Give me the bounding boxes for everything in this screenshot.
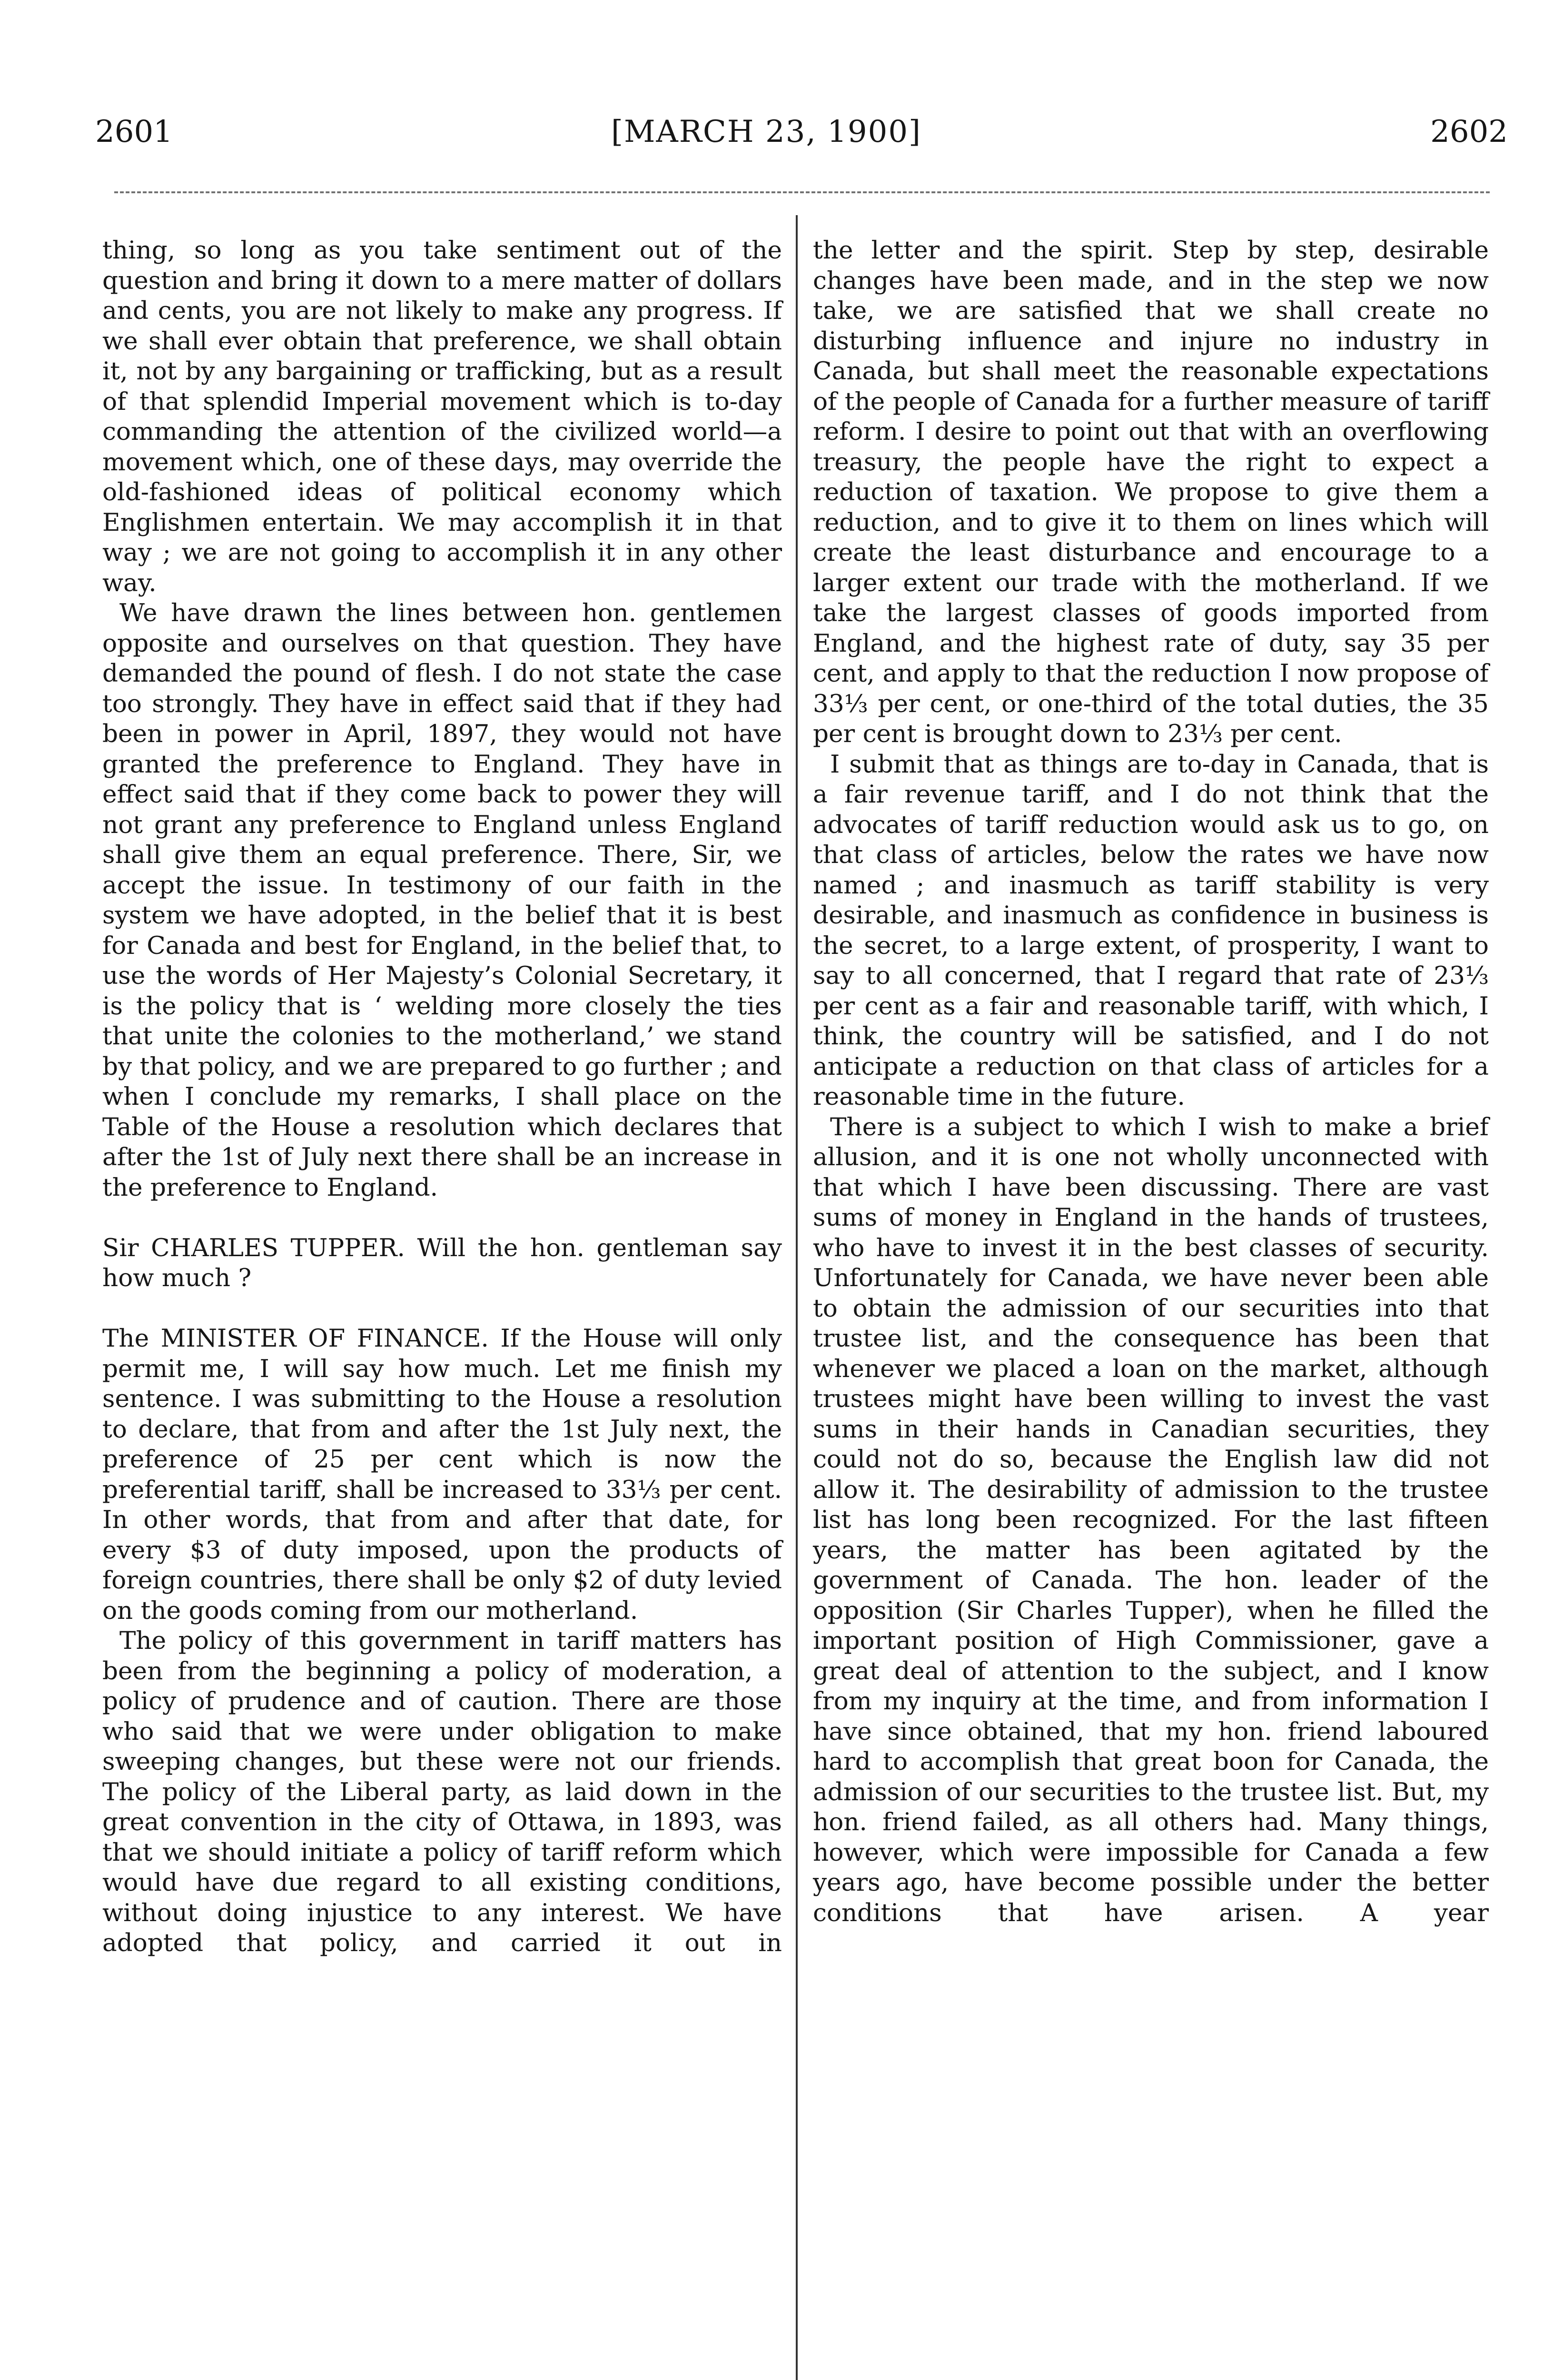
page-number-right: 2602	[1430, 114, 1508, 149]
paragraph: There is a subject to which I wish to make a brief allusion, and it is one not wholly unconnected with that which I have been discussing. There are vast sums of money in England in the hands of trustees, who have to invest it in the best classes of security. Unfortunately for Canada, we have never been able to obtain the admission of our securities into that trustee list, and the consequence has been that whenever we placed a loan on the market, although trustees might have been willing to invest the vast sums in their hands in Canadian securities, they could not do so, because the English law did not allow it. The desirability of admission to the trustee list has long been recognized. For the last fifteen years, the matter has been agitated by the government of Canada. The hon. leader of the opposition (Sir Charles Tupper), when he filled the important position of High Commissioner, gave a great deal of attention to the subject, and I know from my inquiry at the time, and from information I have since obtained, that my hon. friend laboured hard to accomplish that great boon for Canada, the admission of our securities to the trustee list. But, my hon. friend failed, as all others had. Many things, however, which were impossible for Canada a few years ago, have become possible under the better conditions that have arisen. A year	[813, 1112, 1489, 1927]
column-divider	[796, 215, 798, 2380]
header-rule	[114, 191, 1490, 193]
page-date: [MARCH 23, 1900]	[611, 114, 921, 149]
page-number-left: 2601	[95, 114, 173, 149]
paragraph: We have drawn the lines between hon. gentlemen opposite and ourselves on that question. They have demanded the pound of flesh. I do not state the case too strongly. They have in effect said that if they had been in power in April, 1897, they would not have granted the preference to England. They have in effect said that if they come back to power they will not grant any preference to England unless England shall give them an equal preference. There, Sir, we accept the issue. In testimony of our faith in the system we have adopted, in the belief that it is best for Canada and best for England, in the belief that, to use the words of Her Majesty’s Colonial Secretary, it is the policy that is ‘ welding more closely the ties that unite the colonies to the motherland,’ we stand by that policy, and we are prepared to go further ; and when I conclude my remarks, I shall place on the Table of the House a resolution which declares that after the 1st of July next there shall be an increase in the preference to England.	[102, 599, 782, 1202]
page-header	[0, 110, 1563, 153]
speaker-paragraph: Sir CHARLES TUPPER. Will the hon. gentleman say how much ?	[102, 1233, 782, 1292]
paragraph: The policy of this government in tariff matters has been from the beginning a policy of moderation, a policy of prudence and of caution. There are those who said that we were under obligation to make sweeping changes, but these were not our friends. The policy of the Liberal party, as laid down in the great convention in the city of Ottawa, in 1893, was that we should initiate a policy of tariff reform which would have due regard to all existing conditions, without doing injustice to any interest. We have adopted that policy, and carried it out in	[102, 1626, 782, 1957]
left-column	[102, 236, 782, 1959]
speaker-paragraph: The MINISTER OF FINANCE. If the House will only permit me, I will say how much. Let me finish my sentence. I was submitting to the House a resolution to declare, that from and after the 1st July next, the preference of 25 per cent which is now the preferential tariff, shall be increased to 33⅓ per cent. In other words, that from and after that date, for every $3 of duty imposed, upon the products of foreign countries, there shall be only $2 of duty levied on the goods coming from our motherland.	[102, 1324, 782, 1625]
paragraph: thing, so long as you take sentiment out of the question and bring it down to a mere matter of dollars and cents, you are not likely to make any progress. If we shall ever obtain that preference, we shall obtain it, not by any bargaining or trafficking, but as a result of that splendid Imperial movement which is to-day commanding the attention of the civilized world—a movement which, one of these days, may override the old-fashioned ideas of political economy which Englishmen entertain. We may accomplish it in that way ; we are not going to accomplish it in any other way.	[102, 236, 782, 597]
paragraph: the letter and the spirit. Step by step, desirable changes have been made, and in the step we now take, we are satisfied that we shall create no disturbing influence and injure no industry in Canada, but shall meet the reasonable expectations of the people of Canada for a further measure of tariff reform. I desire to point out that with an overflowing treasury, the people have the right to expect a reduction of taxation. We propose to give them a reduction, and to give it to them on lines which will create the least disturbance and encourage to a larger extent our trade with the motherland. If we take the largest classes of goods imported from England, and the highest rate of duty, say 35 per cent, and apply to that the reduction I now propose of 33⅓ per cent, or one-third of the total duties, the 35 per cent is brought down to 23⅓ per cent.	[813, 236, 1489, 748]
right-column	[813, 236, 1489, 1928]
paragraph: I submit that as things are to-day in Canada, that is a fair revenue tariff, and I do not think that the advocates of tariff reduction would ask us to go, on that class of articles, below the rates we have now named ; and inasmuch as tariff stability is very desirable, and inasmuch as confidence in business is the secret, to a large extent, of prosperity, I want to say to all concerned, that I regard that rate of 23⅓ per cent as a fair and reasonable tariff, with which, I think, the country will be satisfied, and I do not anticipate a reduction on that class of articles for a reasonable time in the future.	[813, 750, 1489, 1111]
